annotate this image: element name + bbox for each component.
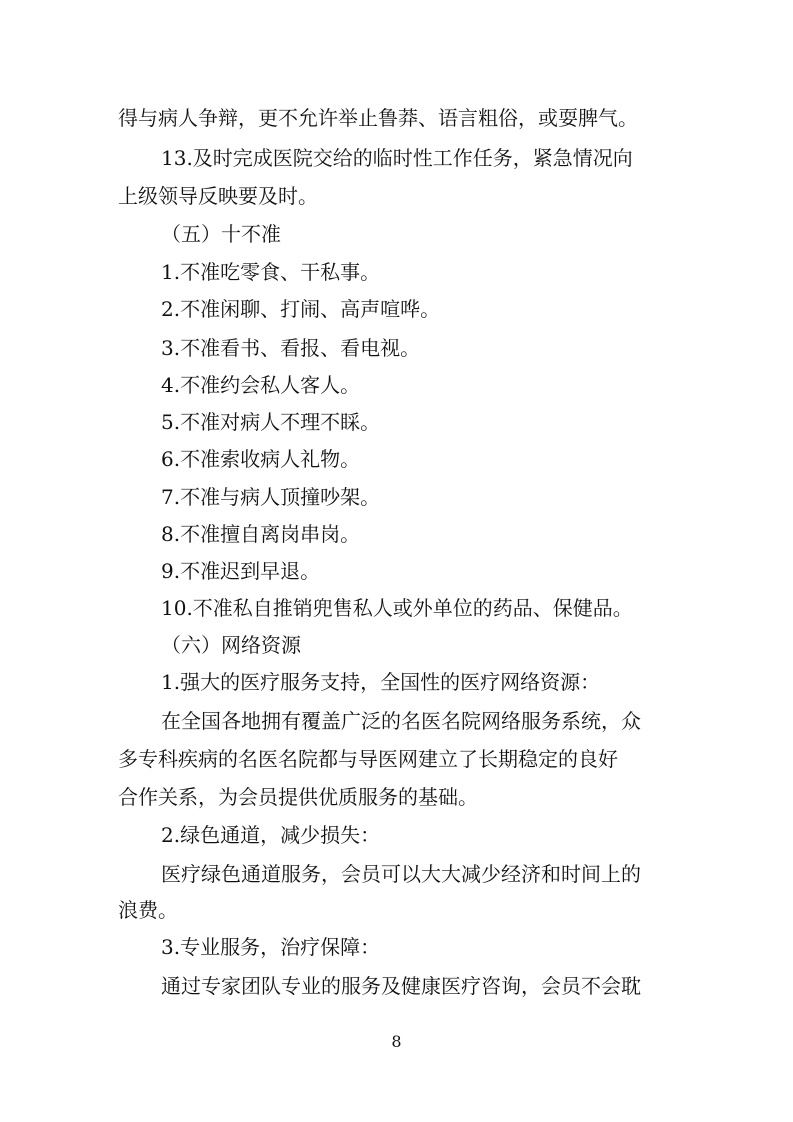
list-item: 1.强大的医疗服务支持，全国性的医疗网络资源： — [161, 670, 601, 694]
list-item: 1.不准吃零食、干私事。 — [161, 260, 381, 284]
list-item: 7.不准与病人顶撞吵架。 — [161, 485, 381, 509]
list-item: 3.专业服务，治疗保障： — [161, 935, 381, 959]
page-number: 8 — [391, 1032, 402, 1051]
text-line: 多专科疾病的名医名院都与导医网建立了长期稳定的良好 — [118, 747, 618, 771]
list-item: 8.不准擅自离岗串岗。 — [161, 522, 361, 546]
text-line: 合作关系，为会员提供优质服务的基础。 — [118, 785, 478, 809]
text-line: 13.及时完成医院交给的临时性工作任务，紧急情况向 — [161, 146, 633, 170]
text-line: 通过专家团队专业的服务及健康医疗咨询，会员不会耽 — [161, 974, 641, 998]
list-item: 3.不准看书、看报、看电视。 — [161, 336, 421, 360]
text-line: 浪费。 — [118, 898, 178, 922]
text-line: 医疗绿色通道服务，会员可以大大减少经济和时间上的 — [161, 862, 641, 886]
list-item: 6.不准索收病人礼物。 — [161, 447, 361, 471]
text-line: 在全国各地拥有覆盖广泛的名医名院网络服务系统，众 — [161, 709, 641, 733]
text-line: 上级领导反映要及时。 — [118, 184, 318, 208]
list-item: 2.绿色通道，减少损失： — [161, 823, 381, 847]
list-item: 4.不准约会私人客人。 — [161, 373, 361, 397]
text-line: 得与病人争辩，更不允许举止鲁莽、语言粗俗，或耍脾气。 — [118, 106, 638, 130]
section-heading: （五）十不准 — [161, 222, 281, 246]
list-item: 10.不准私自推销兜售私人或外单位的药品、保健品。 — [161, 596, 633, 620]
list-item: 9.不准迟到早退。 — [161, 559, 321, 583]
section-heading: （六）网络资源 — [161, 633, 301, 657]
list-item: 2.不准闲聊、打闹、高声喧哗。 — [161, 297, 441, 321]
list-item: 5.不准对病人不理不睬。 — [161, 410, 381, 434]
